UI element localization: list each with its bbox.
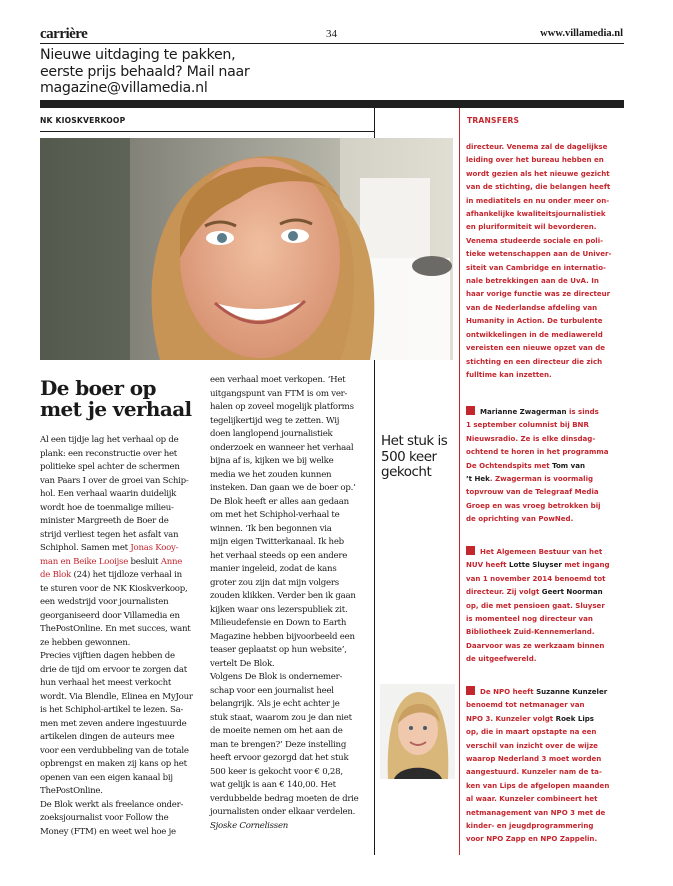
body-line: halen op zoveel mogelijk platforms — [210, 402, 354, 412]
headshot-photo — [380, 684, 455, 779]
person-name: Tom van — [552, 460, 585, 470]
body-line: bijna af is, kijken we bij welke — [210, 456, 334, 466]
body-line: Magazine hebben bijvoorbeeld een — [210, 631, 355, 642]
body-line: een verhaal moet verkopen. ‘Het — [210, 375, 346, 385]
name-link: man en — [40, 556, 74, 567]
body-line: is het Schiphol-artikel te lezen. Sa- — [40, 705, 184, 715]
body-line: De Blok heeft er alles aan gedaan — [210, 496, 349, 507]
body-line: opbrengst en maken zij kans op het — [40, 759, 187, 769]
transfer-line: waarop Nederland 3 moet worden — [466, 754, 602, 764]
body-line: kijken waar ons lezerspubliek zit. — [210, 604, 348, 615]
body-line: een wedstrijd voor journalisten — [40, 597, 169, 607]
page-number: 34 — [326, 28, 337, 40]
transfer-line: aangestuurd. Kunzeler nam de ta- — [466, 767, 602, 777]
body-line: teaser geplaatst op hun website’, — [210, 645, 347, 655]
body-line: Money (FTM) en weet wel hoe je — [40, 826, 176, 837]
body-line: hol. Een verhaal waarin duidelijk — [40, 489, 177, 499]
body-line: groter zou zijn dat mijn volgers — [210, 577, 339, 588]
body-line: te sturen voor de NK Kioskverkoop, — [40, 583, 188, 594]
body-line: heeft ervoor gezorgd dat het stuk — [210, 753, 349, 763]
transfer-line: ontwikkelingen in de mediawereld — [466, 329, 603, 339]
body-line: onderzoek en wanneer het verhaal — [210, 442, 354, 453]
person-name: Marianne Zwagerman — [480, 407, 567, 416]
byline: Sjoske Cornelissen — [210, 820, 289, 831]
body-line: Precies vijftien dagen hebben de — [40, 651, 175, 661]
body-line: om met het Schiphol-verhaal te — [210, 510, 340, 520]
transfer-line: van de stichting, die belangen heeft — [466, 182, 611, 192]
body-line: plank: een reconstructie over het — [40, 448, 178, 459]
transfer-line: directeur. Zij volgt Geert Noorman — [466, 587, 603, 597]
transfer-line: fulltime kan inzetten. — [466, 369, 552, 379]
body-line: belangrijk. ‘Als je echt achter je — [210, 699, 340, 709]
body-line: insteken. Dan gaan we de boer op.’ — [210, 483, 356, 493]
transfer-line: netmanagement van NPO 3 met de — [466, 807, 606, 817]
body-line: zoeksjournalist voor Follow the — [40, 813, 169, 823]
portrait-photo — [40, 138, 453, 360]
body-line: Schiphol. Samen met Jonas Kooy- — [40, 543, 179, 553]
body-line: verdubbelde bedrag moeten de drie — [210, 793, 359, 804]
article-headline — [40, 378, 210, 420]
body-line: ThePostOnline. En met succes, want — [40, 624, 191, 634]
body-line: Volgens De Blok is ondernemer- — [210, 672, 343, 682]
transfer-line: tieke wetenschappen aan de Univer- — [466, 249, 612, 259]
transfer-line: verschil van inzicht over de wijze — [466, 740, 598, 750]
promo-text — [40, 47, 300, 97]
body-line: doen langlopend journalistiek — [210, 429, 333, 439]
promo-line: eerste prijs behaald? Mail naar — [40, 63, 250, 80]
article-column-1 — [40, 434, 205, 839]
transfer-item — [466, 405, 630, 526]
transfer-line: 1 september columnist bij BNR — [466, 420, 589, 430]
transfer-line: de uitgeefwereld. — [466, 654, 537, 664]
headline-line: De boer op — [40, 376, 156, 400]
body-line: de Blok (24) het tijdloze verhaal in — [40, 570, 182, 580]
section-label: NK KIOSKVERKOOP — [40, 116, 126, 125]
transfers-divider — [459, 108, 460, 855]
transfer-line: vereisten een nieuwe opzet van de — [466, 343, 606, 353]
body-line: wat gelijk is aan € 140,00. Het — [210, 780, 336, 790]
transfer-line: Humanity in Action. De turbulente — [466, 316, 603, 326]
transfer-line: Marianne Zwagerman is sinds — [466, 405, 630, 418]
transfer-line: Groep en was vroeg betrokken bij — [466, 500, 601, 510]
body-line: wordt. Via Blendle, Elinea en MyJour — [40, 691, 193, 702]
transfer-line: Het Algemeen Bestuur van het — [466, 545, 630, 558]
body-line: mijn eigen Twitterkanaal. Ik heb — [210, 537, 344, 547]
person-name: Suzanne Kunzeler — [536, 687, 608, 696]
section-rule — [40, 131, 374, 132]
person-name: Geert Noorman — [541, 587, 603, 597]
transfer-line: voor NPO Zapp en NPO Zappelin. — [466, 834, 598, 844]
transfer-line: Nieuwsradio. Ze is elke dinsdag- — [466, 433, 596, 443]
person-name: Lotte Sluyser — [509, 560, 562, 570]
transfer-line: leiding over het bureau hebben en — [466, 155, 604, 165]
body-line: openen van een eigen kanaal bij — [40, 772, 173, 783]
body-line: media we het zouden kunnen — [210, 469, 332, 480]
transfer-line: Venema studeerde sociale en poli- — [466, 235, 604, 245]
bullet-square-icon — [466, 406, 475, 415]
transfer-line: nale betrekkingen aan de UvA. In — [466, 276, 599, 286]
body-line: de moeite nemen om het aan de — [210, 726, 343, 736]
body-line: minister Margreeth de Boer de — [40, 516, 169, 526]
article-column-2 — [210, 374, 370, 833]
body-line: winnen. ‘Ik ben begonnen via — [210, 523, 332, 534]
body-line: ThePostOnline. — [40, 786, 103, 796]
bullet-square-icon — [466, 546, 475, 555]
body-line: politieke spel achter de schermen — [40, 462, 180, 472]
body-line: man en Beike Looijse besluit Anne — [40, 556, 183, 567]
transfer-line: al waar. Kunzeler combineert het — [466, 794, 598, 804]
body-line: tegelijkertijd weg te zetten. Wij — [210, 415, 340, 426]
body-line: stuk staat, waarom zou je dan niet — [210, 712, 352, 723]
body-line: 500 keer is gekocht voor € 0,28, — [210, 766, 343, 777]
body-line: wordt hoe de toenmalige milieu- — [40, 502, 174, 513]
transfer-line: siteit van Cambridge en internatio- — [466, 262, 606, 272]
promo-line: magazine@villamedia.nl — [40, 80, 208, 96]
transfers-title: TRANSFERS — [467, 116, 520, 125]
body-line: georganiseerd door Villamedia en — [40, 610, 180, 621]
person-name: ’t Hek — [466, 474, 490, 484]
pull-quote-line: gekocht — [381, 464, 432, 480]
transfer-line: topvrouw van de Telegraaf Media — [466, 487, 599, 497]
body-line: men met zeven andere ingestuurde — [40, 718, 187, 729]
transfer-line: kinder- en jeugdprogrammering — [466, 821, 594, 831]
body-line: hun verhaal het meest verkocht — [40, 678, 172, 688]
body-line: man te brengen?’ Deze instelling — [210, 739, 347, 750]
transfer-line: stichting en een directeur die zich — [466, 356, 603, 366]
body-line: voor een verdubbeling van de totale — [40, 745, 189, 756]
transfer-line: directeur. Venema zal de dagelijkse — [466, 142, 608, 151]
name-link[interactable]: Jonas Kooy- — [130, 543, 179, 553]
name-link[interactable]: Beike Looijse — [73, 556, 129, 567]
body-line: De Blok werkt als freelance onder- — [40, 799, 184, 810]
transfer-line: ken van Lips de afgelopen maanden — [466, 780, 610, 790]
body-line: journalisten onder elkaar verdelen. — [210, 807, 356, 817]
transfer-line: NPO 3. Kunzeler volgt Roek Lips — [466, 713, 594, 723]
body-line: van Paars I over de groei van Schip- — [40, 475, 189, 486]
body-line: artikelen dingen de auteurs mee — [40, 732, 175, 742]
pull-quote-line: Het stuk is — [381, 433, 448, 449]
body-line: uitgangspunt van FTM is om ver- — [210, 388, 348, 399]
transfer-line: Daarvoor was ze werkzaam binnen — [466, 640, 605, 650]
transfer-item — [466, 685, 630, 846]
body-line: Milieudefensie en Down to Earth — [210, 618, 347, 628]
transfer-line: ’t Hek. Zwagerman is voormalig — [466, 474, 594, 484]
person-name: Roek Lips — [555, 713, 594, 723]
body-line: drie de tijd om ervoor te zorgen dat — [40, 664, 187, 675]
body-line: vertelt De Blok. — [210, 658, 275, 669]
body-line: het verhaal steeds op een andere — [210, 550, 348, 561]
body-line: strijd verliest tegen het asfalt van — [40, 529, 179, 540]
transfer-item — [466, 140, 630, 381]
site-url: www.villamedia.nl — [540, 28, 623, 39]
body-line: manier ingeleid, zodat de kans — [210, 564, 337, 574]
bullet-square-icon — [466, 686, 475, 695]
pull-quote — [381, 434, 459, 481]
body-line: schap voor een journalist heel — [210, 685, 334, 696]
transfer-line: benoemd tot netmanager van — [466, 700, 585, 710]
transfer-line: van de Nederlandse afdeling van — [466, 302, 598, 312]
transfer-line: de oprichting van PowNed. — [466, 514, 574, 524]
promo-line: Nieuwe uitdaging te pakken, — [40, 47, 236, 63]
transfer-line: wordt gezien als het nieuwe gezicht — [466, 168, 610, 178]
transfer-line: Bibliotheek Zuid-Kennemerland. — [466, 627, 595, 637]
transfer-line: afhankelijke kwaliteitsjournalistiek — [466, 209, 606, 219]
header-rule — [40, 43, 624, 44]
transfer-line: NUV heeft Lotte Sluyser met ingang — [466, 560, 610, 570]
transfer-line: op, die met pensioen gaat. Sluyser — [466, 600, 605, 610]
transfer-line: haar vorige functie was ze directeur — [466, 289, 611, 299]
transfer-line: van 1 november 2014 benoemd tot — [466, 573, 606, 583]
body-line: ze hebben gewonnen. — [40, 637, 131, 648]
name-link[interactable]: Anne — [160, 556, 183, 567]
transfer-line: in mediatitels en nu onder meer on- — [466, 195, 610, 205]
transfer-line: en pluriformiteit wil bevorderen. — [466, 222, 597, 232]
headline-line: met je verhaal — [40, 397, 192, 421]
name-link[interactable]: de Blok — [40, 570, 72, 580]
transfer-item — [466, 545, 630, 666]
body-line: zouden klikken. Verder ben ik gaan — [210, 591, 356, 601]
transfer-line: op, die in maart opstapte na een — [466, 727, 597, 737]
transfer-line: De NPO heeft Suzanne Kunzeler — [466, 685, 630, 698]
header-bar — [40, 100, 624, 108]
pull-quote-line: 500 keer — [381, 448, 437, 465]
magazine-logo: carrière — [40, 26, 88, 42]
transfer-line: is momenteel nog directeur van — [466, 614, 593, 624]
transfer-line: ochtend te horen in het programma — [466, 447, 609, 457]
body-line: Al een tijdje lag het verhaal op de — [40, 435, 179, 445]
transfer-line: De Ochtendspits met Tom van — [466, 460, 585, 470]
